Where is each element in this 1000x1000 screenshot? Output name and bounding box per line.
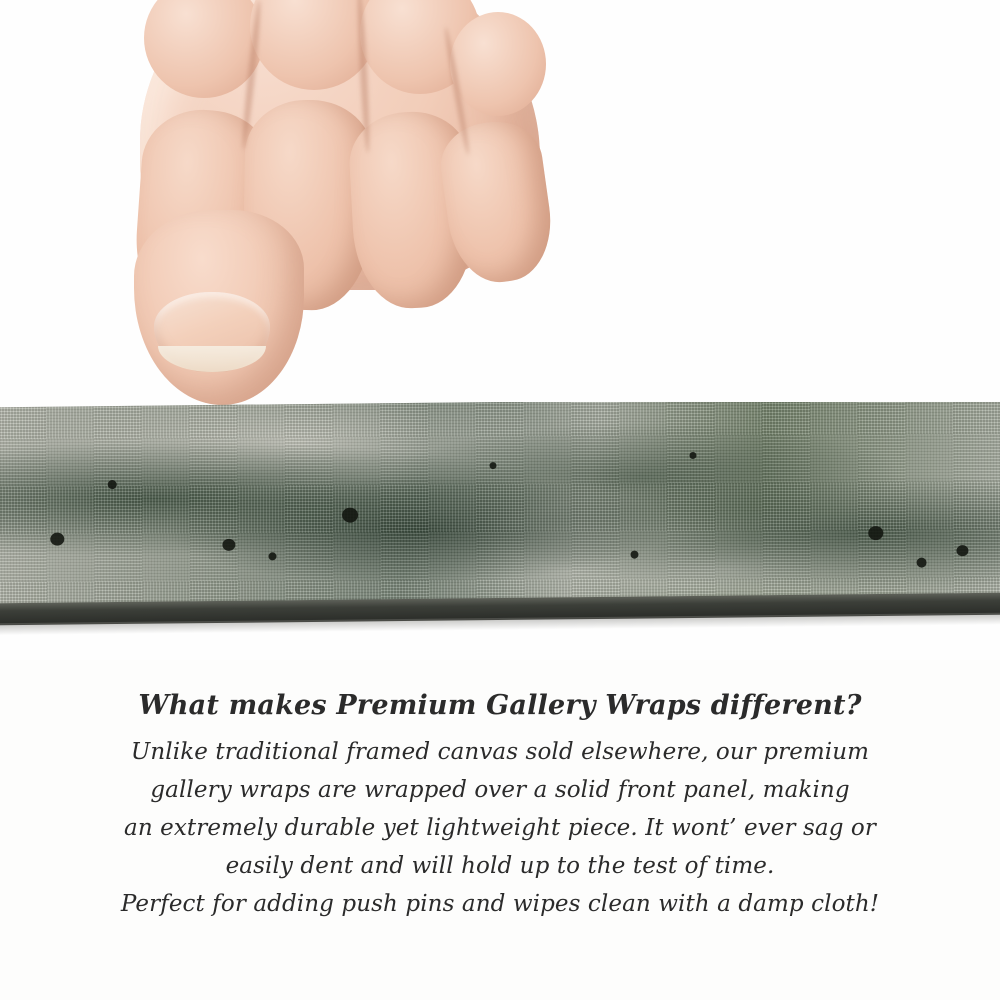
caption-line: Perfect for adding push pins and wipes clean with a damp cloth!	[120, 891, 880, 917]
knuckle-4	[450, 12, 546, 116]
canvas-speck	[630, 551, 638, 559]
caption-line: Unlike traditional framed canvas sold elsewhere, our premium	[130, 739, 870, 765]
canvas-speck	[956, 545, 968, 556]
canvas-speck	[490, 462, 497, 469]
caption-line: easily dent and will hold up to the test of time.	[225, 853, 775, 879]
canvas-speck	[222, 539, 235, 551]
canvas-speck	[108, 480, 117, 489]
caption-title: What makes Premium Gallery Wraps different?	[138, 690, 862, 721]
caption-block	[0, 690, 1000, 923]
caption-line: an extremely durable yet lightweight piece. It wont’ ever sag or	[124, 815, 876, 841]
canvas-weave-texture	[0, 402, 1000, 619]
canvas-wrap-edge	[0, 402, 1000, 638]
caption-line: gallery wraps are wrapped over a solid front panel, making	[150, 777, 850, 803]
canvas-speck	[50, 533, 64, 546]
canvas-artwork-surface	[0, 402, 1000, 619]
hand-pressing-canvas	[120, 0, 560, 430]
canvas-speck	[268, 552, 276, 560]
canvas-speck	[868, 526, 883, 540]
canvas-speck	[917, 558, 927, 568]
canvas-speck	[689, 452, 696, 459]
canvas-speck	[342, 507, 358, 522]
